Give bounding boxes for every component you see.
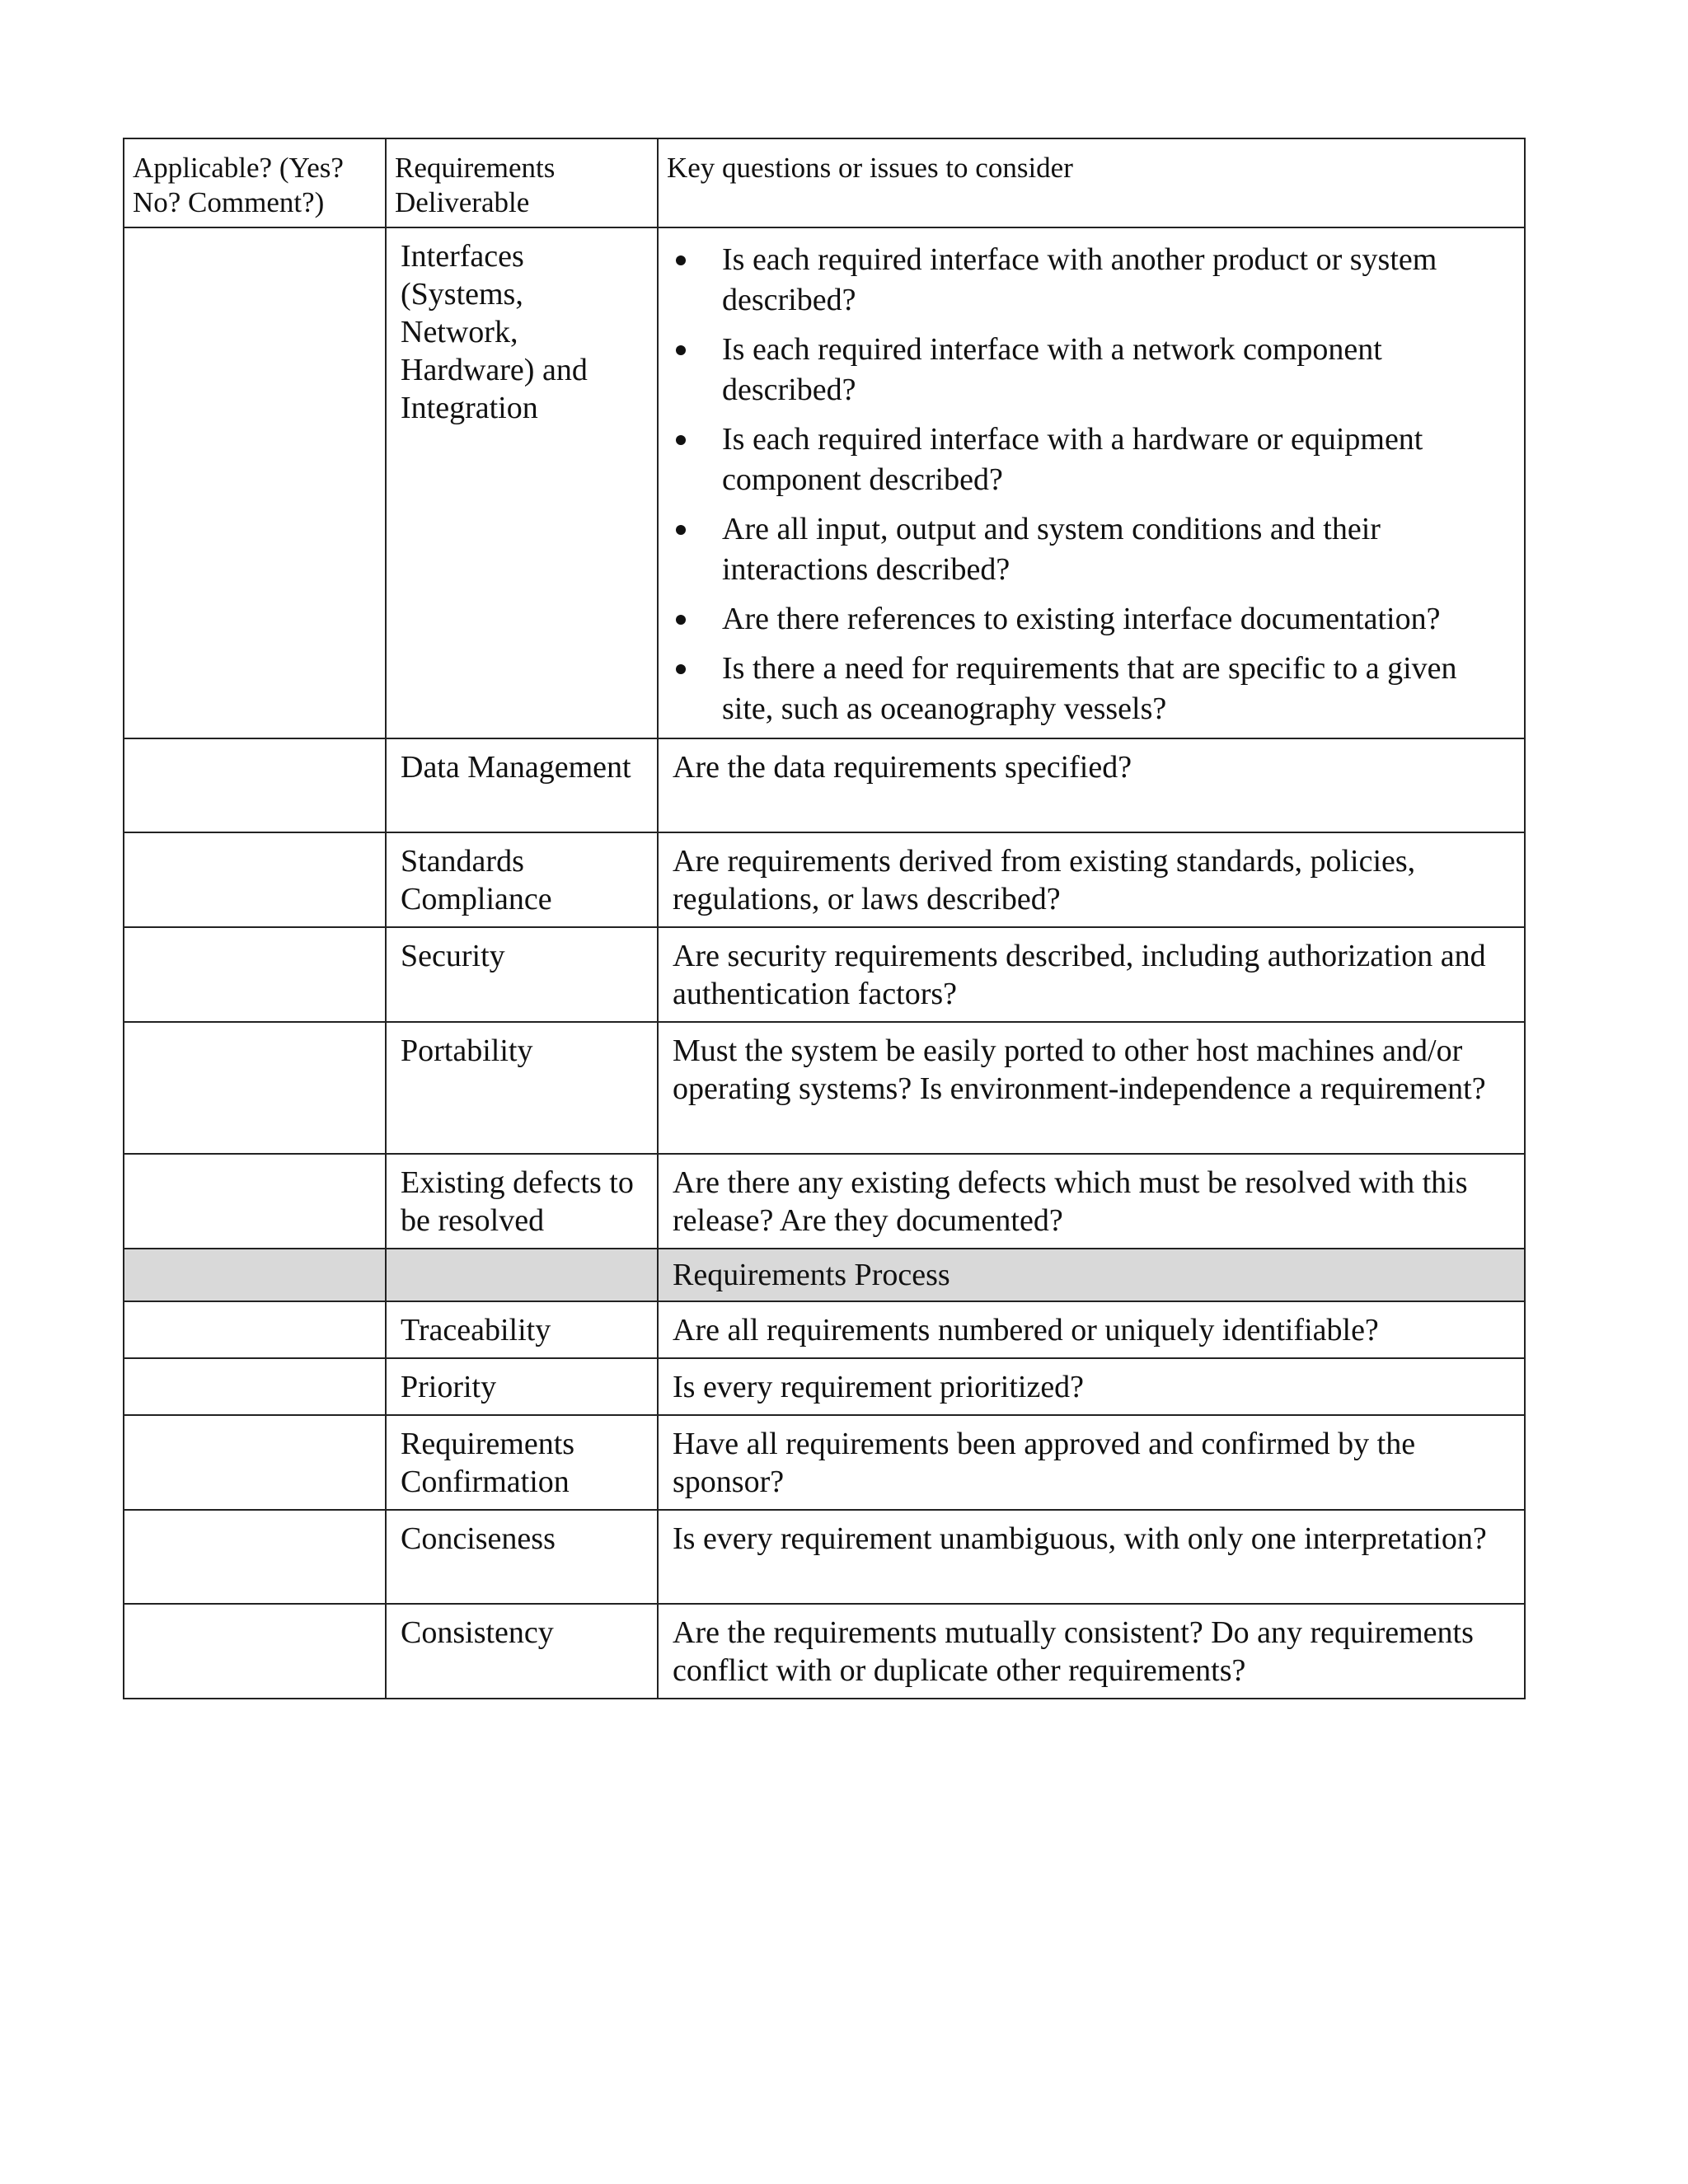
table-row xyxy=(124,1301,1525,1358)
deliverable-cell: Portability xyxy=(386,1022,658,1154)
bullet-icon xyxy=(676,435,686,445)
table-row xyxy=(124,1510,1525,1604)
bullet-icon xyxy=(676,255,686,265)
question-text: Is there a need for requirements that are specific to a given site, such as oceanography vessels? xyxy=(722,651,1457,726)
deliverable-cell: Existing defects to be resolved xyxy=(386,1154,658,1249)
applicable-cell[interactable] xyxy=(124,1022,386,1154)
question-text: Are there references to existing interface documentation? xyxy=(722,602,1441,636)
question-text: Is each required interface with another product or system described? xyxy=(722,242,1437,317)
question-cell: Are there any existing defects which must be resolved with this release? Are they documented? xyxy=(658,1154,1525,1249)
question-text: Is each required interface with a hardware or equipment component described? xyxy=(722,422,1423,497)
question-text: Is each required interface with a network component described? xyxy=(722,332,1382,407)
deliverable-cell: Data Management xyxy=(386,738,658,832)
applicable-cell[interactable] xyxy=(124,738,386,832)
question-cell: Are the data requirements specified? xyxy=(658,738,1525,832)
table-row xyxy=(124,1358,1525,1415)
question-cell: Have all requirements been approved and confirmed by the sponsor? xyxy=(658,1415,1525,1510)
header-row xyxy=(124,138,1525,227)
list-item xyxy=(673,330,1514,410)
applicable-cell[interactable] xyxy=(124,1415,386,1510)
deliverable-cell: Priority xyxy=(386,1358,658,1415)
list-item xyxy=(673,240,1514,321)
section-title: Requirements Process xyxy=(658,1249,1525,1301)
applicable-cell[interactable] xyxy=(124,1604,386,1699)
list-item xyxy=(673,419,1514,500)
table-row xyxy=(124,1415,1525,1510)
question-cell: Must the system be easily ported to other host machines and/or operating systems? Is environment-independence a requirement? xyxy=(658,1022,1525,1154)
question-cell: Are all requirements numbered or uniquely identifiable? xyxy=(658,1301,1525,1358)
section-empty-cell xyxy=(386,1249,658,1301)
bullet-icon xyxy=(676,345,686,355)
bullet-icon xyxy=(676,525,686,535)
deliverable-cell: Consistency xyxy=(386,1604,658,1699)
table-row xyxy=(124,1022,1525,1154)
deliverable-cell: Standards Compliance xyxy=(386,832,658,927)
bullet-icon xyxy=(676,615,686,625)
applicable-cell[interactable] xyxy=(124,1301,386,1358)
list-item xyxy=(673,599,1514,640)
deliverable-cell: Conciseness xyxy=(386,1510,658,1604)
question-cell: Is every requirement prioritized? xyxy=(658,1358,1525,1415)
question-cell: Are security requirements described, including authorization and authentication factors? xyxy=(658,927,1525,1022)
header-key-questions: Key questions or issues to consider xyxy=(658,138,1525,227)
header-applicable: Applicable? (Yes? No? Comment?) xyxy=(124,138,386,227)
applicable-cell[interactable] xyxy=(124,1510,386,1604)
questions-cell xyxy=(658,227,1525,738)
applicable-cell[interactable] xyxy=(124,227,386,738)
deliverable-cell: Traceability xyxy=(386,1301,658,1358)
applicable-cell[interactable] xyxy=(124,1154,386,1249)
deliverable-cell: Security xyxy=(386,927,658,1022)
requirements-checklist-table xyxy=(123,138,1526,1699)
bullet-icon xyxy=(676,664,686,674)
table-row xyxy=(124,927,1525,1022)
section-empty-cell xyxy=(124,1249,386,1301)
question-list xyxy=(673,240,1514,729)
table-row xyxy=(124,738,1525,832)
question-cell: Are requirements derived from existing standards, policies, regulations, or laws described? xyxy=(658,832,1525,927)
question-text: Are all input, output and system conditions and their interactions described? xyxy=(722,512,1381,587)
deliverable-cell: Interfaces (Systems, Network, Hardware) and Integration xyxy=(386,227,658,738)
list-item xyxy=(673,649,1514,729)
table-row xyxy=(124,227,1525,738)
question-cell: Is every requirement unambiguous, with only one interpretation? xyxy=(658,1510,1525,1604)
question-cell: Are the requirements mutually consistent? Do any requirements conflict with or duplicate other requirements? xyxy=(658,1604,1525,1699)
applicable-cell[interactable] xyxy=(124,832,386,927)
applicable-cell[interactable] xyxy=(124,1358,386,1415)
table-row xyxy=(124,1154,1525,1249)
section-header-row xyxy=(124,1249,1525,1301)
applicable-cell[interactable] xyxy=(124,927,386,1022)
header-deliverable: Requirements Deliverable xyxy=(386,138,658,227)
table-row xyxy=(124,832,1525,927)
list-item xyxy=(673,509,1514,590)
table-row xyxy=(124,1604,1525,1699)
deliverable-cell: Requirements Confirmation xyxy=(386,1415,658,1510)
